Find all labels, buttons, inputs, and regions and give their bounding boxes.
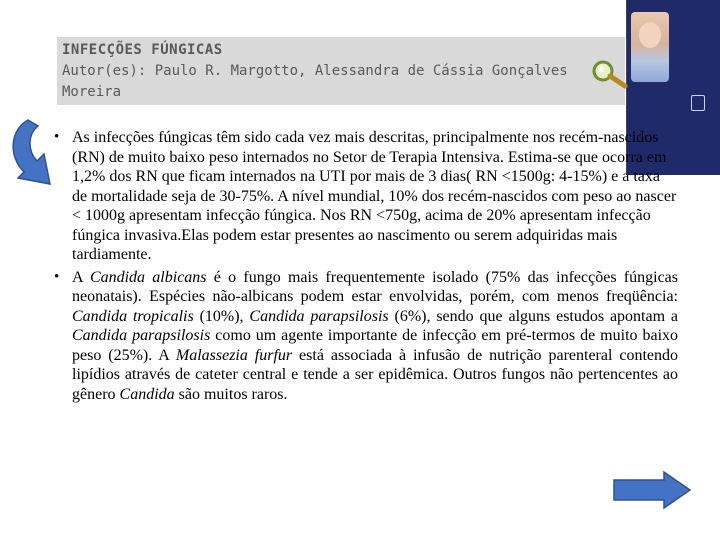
page-title: INFECÇÕES FÚNGICAS <box>62 42 223 58</box>
bullet-text: (10%), <box>193 307 250 325</box>
authors-line-1: Autor(es): Paulo R. Margotto, Alessandra de Cássia Gonçalves <box>62 63 568 79</box>
publisher-logo <box>691 95 705 111</box>
bullet-text: como um agente importante de infecção em pré-termos de muito baixo peso (25%). A <box>72 327 679 364</box>
species-name: Candida <box>119 385 175 403</box>
species-name: Candida parapsilosis <box>249 307 389 325</box>
bullet-icon: • <box>54 129 60 145</box>
bullet-list <box>52 128 678 404</box>
species-name: Candida parapsilosis <box>72 327 211 344</box>
magnifier-icon[interactable] <box>590 58 628 90</box>
bullet-text: As infecções fúngicas têm sido cada vez mais descritas, principalmente nos recém-nascidos (RN) de muito baixo peso internados no Setor de Terapia Intensiva. Estima-se que ocorra em 1,2% dos RN que ficam internados na UTI por mais de 3 dias( RN <1500g: 4-15%) e a taxa de mortalidade seja de 30-75%. A nível mundial, 10% dos recém-nascidos com peso ao nascer < 1000g apresentam infecção fúngica. Nos RN <750g, acima de 20% apresentam infecção fúngica invasiva.Elas podem estar presentes ao nascimento ou serem adquiridas mais tardiamente. <box>72 129 677 263</box>
baby-photo <box>631 12 669 82</box>
authors-line-2: Moreira <box>62 84 122 100</box>
species-name: Candida tropicalis <box>72 307 194 325</box>
bullet-text: são muitos raros. <box>174 385 288 403</box>
bullet-text: é o fungo mais frequentemente isolado (75% das infecções fúngicas neonatais). Espécies não-albicans podem estar envolvidas, porém, com menos freqüência: <box>72 268 679 305</box>
species-name: Malassezia furfur <box>175 346 293 364</box>
species-name: Candida albicans <box>89 268 207 286</box>
arrow-right-icon[interactable] <box>612 470 692 510</box>
bullet-icon: • <box>54 268 60 285</box>
content <box>52 128 678 407</box>
bullet-text: está associada à infusão de nutrição parenteral contendo lipídios através de cateter central e tende a ser epidêmica. Outros fungos não pertencentes ao gênero <box>72 346 678 403</box>
header <box>62 40 602 103</box>
bullet-text: A <box>72 268 90 286</box>
bullet-item <box>52 128 678 265</box>
bullet-text: (6%), sendo que alguns estudos apontam a <box>388 307 679 325</box>
bullet-item <box>52 268 678 405</box>
